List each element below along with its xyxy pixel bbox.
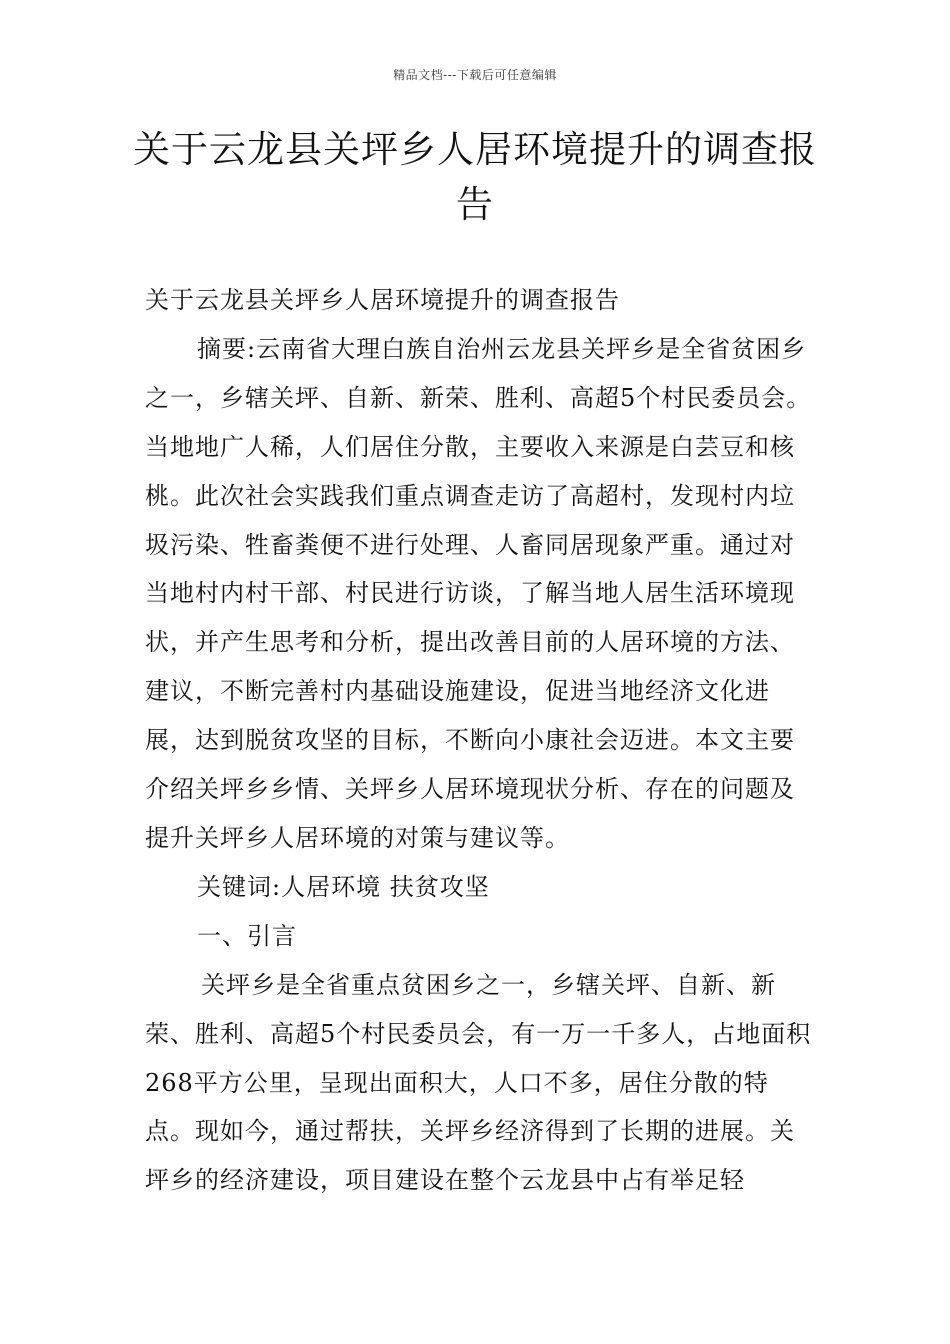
header-note: 精品文档---下载后可任意编辑 xyxy=(393,68,557,82)
section-body-paragraph: 关坪乡是全省重点贫困乡之一，乡辖关坪、自新、新荣、胜利、高超5个村民委员会，有一万一千多人，占地面积268平方公里，呈现出面积大，人口不多，居住分散的特点。现如今，通过帮扶，关坪乡经济得到了长期的进展。关坪乡的经济建设，项目建设在整个云龙县中占有举足轻 xyxy=(145,970,812,1195)
document-title: 关于云龙县关坪乡人居环境提升的调查报告 xyxy=(133,128,817,226)
section-heading: 一、引言 xyxy=(197,921,297,950)
keywords-paragraph: 关键词:人居环境 扶贫攻坚 xyxy=(197,872,490,901)
document-body xyxy=(145,276,813,1205)
subtitle-paragraph: 关于云龙县关坪乡人居环境提升的调查报告 xyxy=(145,286,620,314)
abstract-paragraph: 摘要:云南省大理白族自治州云龙县关坪乡是全省贫困乡之一，乡辖关坪、自新、新荣、胜利、高超5个村民委员会。当地地广人稀，人们居住分散，主要收入来源是白芸豆和核桃。此次社会实践我们重点调查走访了高超村，发现村内垃圾污染、牲畜粪便不进行处理、人畜同居现象严重。通过对当地村内村干部、村民进行访谈，了解当地人居生活环境现状，并产生思考和分析，提出改善目前的人居环境的方法、建议，不断完善村内基础设施建设，促进当地经济文化进展，达到脱贫攻坚的目标，不断向小康社会迈进。本文主要介绍关坪乡乡情、关坪乡人居环境现状分析、存在的问题及提升关坪乡人居环境的对策与建议等。 xyxy=(145,334,812,852)
